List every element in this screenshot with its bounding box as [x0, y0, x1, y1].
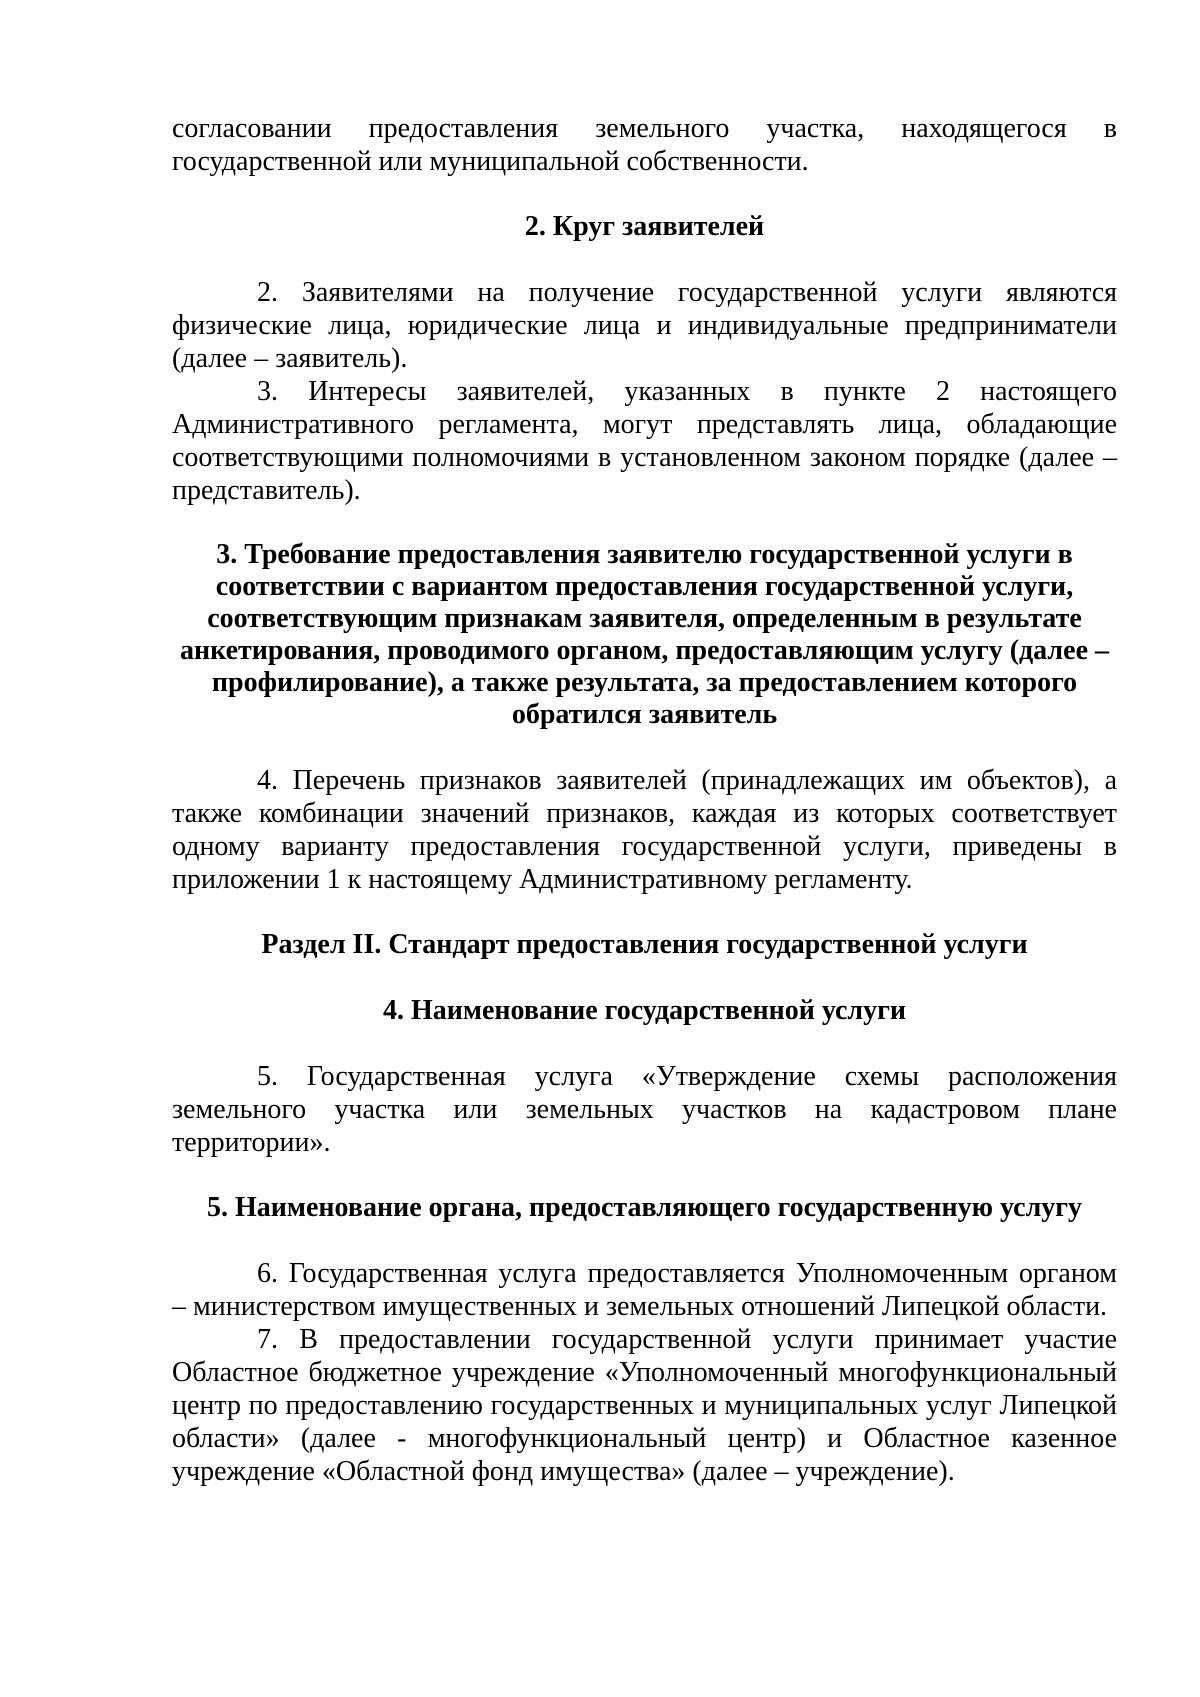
intro-paragraph: согласовании предоставления земельного участка, находящегося в государственной или муниципальной собственности.	[172, 113, 1117, 177]
document-page	[172, 112, 1117, 1488]
paragraph-2: 2. Заявителями на получение государственной услуги являются физические лица, юридические лица и индивидуальные предприниматели (далее – заявитель).	[172, 277, 1117, 374]
paragraph-4: 4. Перечень признаков заявителей (принадлежащих им объектов), а также комбинации значений признаков, каждая из которых соответствует одному варианту предоставления государственной услуги, приведены в приложении 1 к настоящему Административному регламенту.	[172, 765, 1117, 895]
paragraph-3: 3. Интересы заявителей, указанных в пункте 2 настоящего Административного регламента, могут представлять лица, обладающие соответствующими полномочиями в установленном законом порядке (далее – представитель).	[172, 376, 1117, 506]
paragraph-6: 6. Государственная услуга предоставляется Уполномоченным органом – министерством имущественных и земельных отношений Липецкой области.	[172, 1258, 1117, 1322]
part-2-heading: Раздел II. Стандарт предоставления государственной услуги	[261, 929, 1028, 960]
section-4-heading: 4. Наименование государственной услуги	[383, 995, 906, 1026]
paragraph-7: 7. В предоставлении государственной услуги принимает участие Областное бюджетное учреждение «Уполномоченный многофункциональный центр по предоставлению государственных и муниципальных услуг Липецкой области» (далее - многофункциональный центр) и Областное казенное учреждение «Областной фонд имущества» (далее – учреждение).	[172, 1324, 1117, 1487]
section-2-heading: 2. Круг заявителей	[524, 211, 765, 242]
section-5-heading: 5. Наименование органа, предоставляющего государственную услугу	[206, 1192, 1083, 1223]
section-3-heading: 3. Требование предоставления заявителю государственной услуги в соответствии с вариантом предоставления государственной услуги, соответствующим признакам заявителя, определенным в результате анкетирования, проводимого органом, предоставляющим услугу (далее – профилирование), а также результата, за предоставлением которого обратился заявитель	[180, 539, 1109, 730]
paragraph-5: 5. Государственная услуга «Утверждение схемы расположения земельного участка или земельных участков на кадастровом плане территории».	[172, 1061, 1117, 1158]
